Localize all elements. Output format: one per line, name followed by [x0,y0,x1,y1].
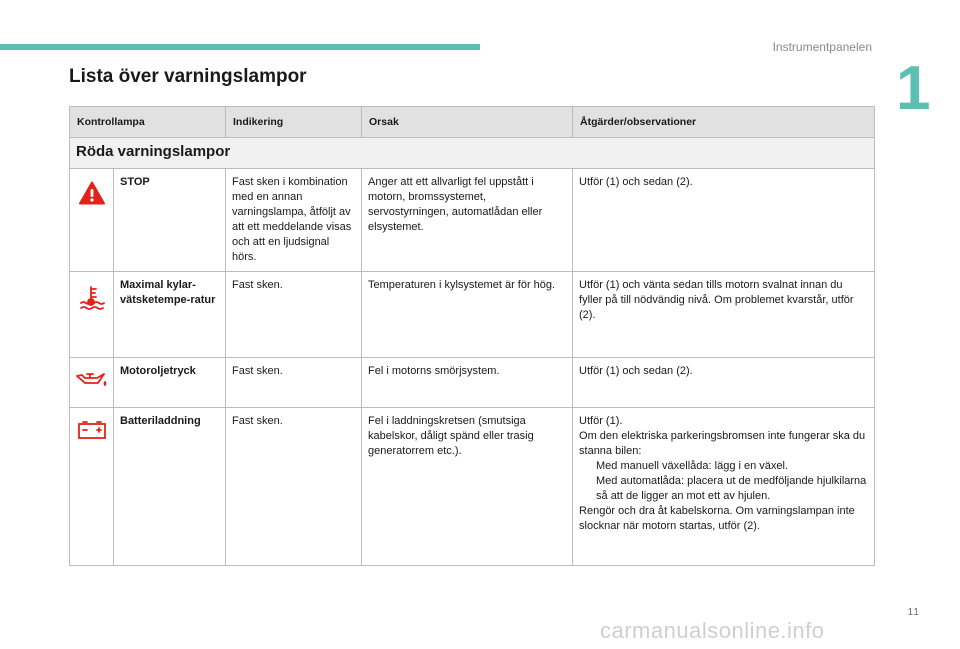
table-header-row [70,107,875,138]
table-row [70,358,875,408]
cause-text: Anger att ett allvarligt fel uppstått i motorn, bromssystemet, servostyrningen, automatlådan eller elsystemet. [362,169,573,272]
action-outro: Rengör och dra åt kabelskorna. Om varningslampan inte slocknar när motorn startas, utför (2). [579,505,855,532]
action-text: Utför (1) och vänta sedan tills motorn svalnat innan du fyller på till nödvändig nivå. Om problemet kvarstår, utför (2). [573,272,875,358]
action-intro: Utför (1). [579,415,623,427]
lamp-name: STOP [114,169,226,272]
section-name: Instrumentpanelen [772,40,872,54]
cause-text: Fel i laddningskretsen (smutsiga kabelskor, dåligt spänd eller trasig generatorrem etc.). [362,408,573,566]
indication-text: Fast sken. [226,358,362,408]
action-text: Utför (1) och sedan (2). [573,358,875,408]
lamp-icon-cell [70,169,114,272]
page-title: Lista över varningslampor [69,66,307,87]
cause-text: Temperaturen i kylsystemet är för hög. [362,272,573,358]
cause-text: Fel i motorns smörjsystem. [362,358,573,408]
column-header-lamp: Kontrollampa [70,107,226,138]
group-header-row [70,138,875,169]
indication-text: Fast sken. [226,272,362,358]
lamp-name: Motoroljetryck [114,358,226,408]
table-row [70,169,875,272]
indication-text: Fast sken i kombination med en annan varningslampa, åtföljt av att ett meddelande visas och att en ljudsignal hörs. [226,169,362,272]
action-line: Om den elektriska parkeringsbromsen inte fungerar ska du stanna bilen: [579,430,866,457]
column-header-indication: Indikering [226,107,362,138]
warning-triangle-icon [79,196,105,208]
bullet-item: Med automatlåda: placera ut de medföljande hjulkilarna så att de ligger an mot ett av hjulen. [596,475,867,502]
lamp-name: Batteriladdning [114,408,226,566]
table-row [70,272,875,358]
lamp-icon-cell [70,358,114,408]
column-header-cause: Orsak [362,107,573,138]
coolant-temperature-icon [78,303,106,315]
lamp-icon-cell [70,408,114,566]
column-header-action: Åtgärder/observationer [573,107,875,138]
table-row [70,408,875,566]
lamp-name: Maximal kylar-vätsketempe-ratur [114,272,226,358]
battery-icon [77,431,107,443]
header-accent-bar [0,44,480,50]
warning-lamps-table [69,106,875,566]
page-number: 11 [907,607,920,618]
lamp-icon-cell [70,272,114,358]
chapter-number: 1 [896,54,931,123]
action-cell [573,408,875,566]
bullet-item: Med manuell växellåda: lägg i en växel. [596,460,789,472]
oil-pressure-icon [76,379,108,391]
watermark: carmanualsonline.info [600,618,825,643]
action-text: Utför (1) och sedan (2). [573,169,875,272]
indication-text: Fast sken. [226,408,362,566]
group-title: Röda varningslampor [70,138,875,169]
